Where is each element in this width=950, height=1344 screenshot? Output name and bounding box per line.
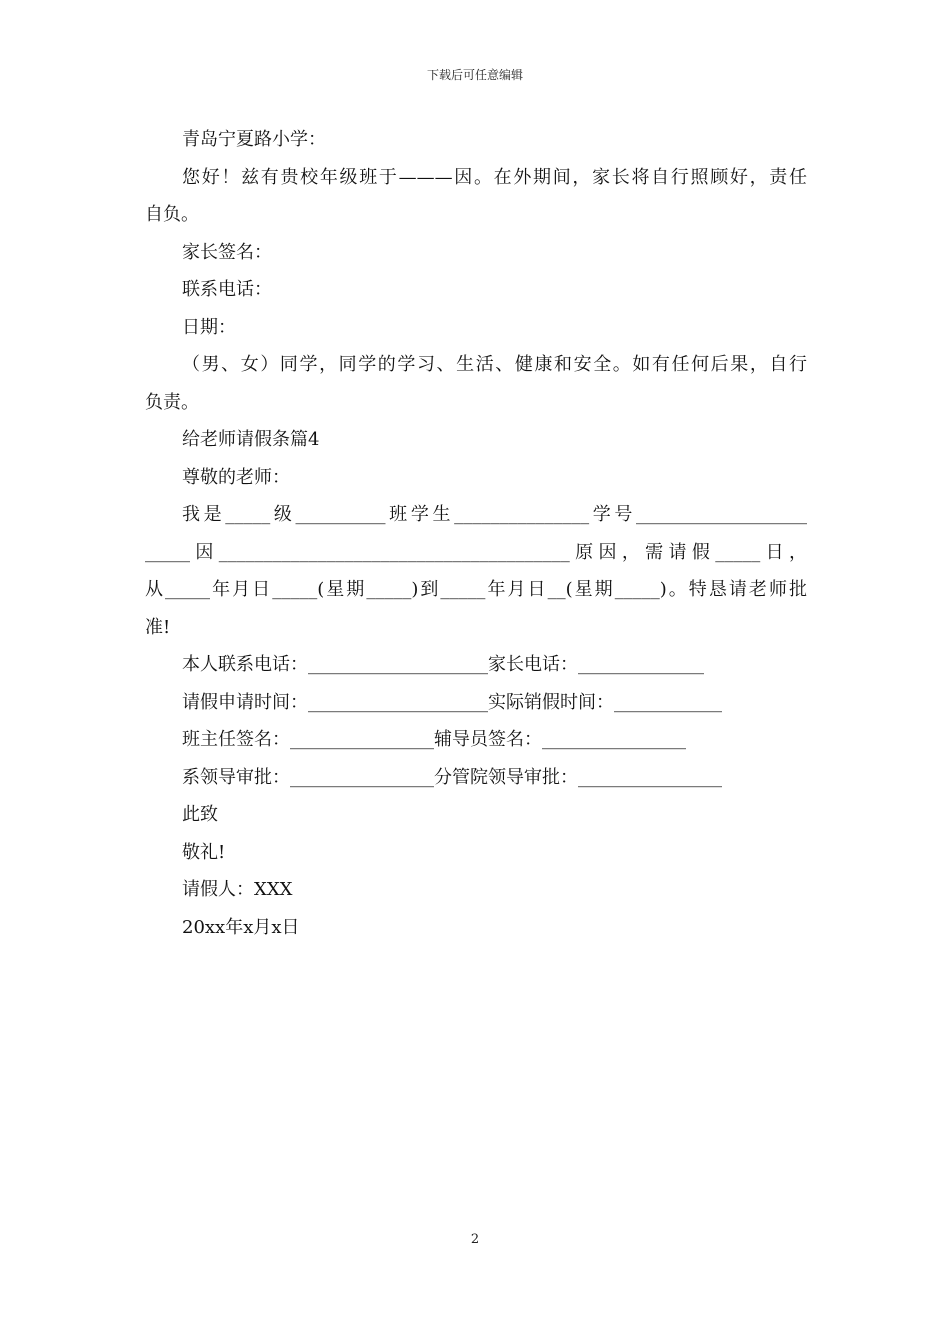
date-label: 日期： [182, 316, 236, 338]
form-line: 我是_____级__________班学生_______________学号___________________ [182, 504, 807, 525]
parent-signature-label: 家长签名： [182, 241, 272, 263]
document-body [145, 121, 807, 946]
closing-line: 敬礼! [182, 841, 226, 863]
page-header: 下载后可任意编辑 [426, 68, 523, 82]
contact-phone-label: 联系电话： [182, 279, 272, 300]
note-line: 负责。 [145, 391, 199, 413]
letter-date: 20xx年x月x日 [182, 916, 300, 938]
form-line: 从_____年月日_____(星期_____)到_____年月日__(星期_____)。特恳请老师批 [145, 579, 807, 600]
salutation-school: 青岛宁夏路小学： [182, 129, 326, 150]
requester-name: 请假人：XXX [182, 879, 293, 900]
time-row: 请假申请时间：____________________实际销假时间：____________ [182, 691, 722, 713]
phone-row: 本人联系电话：____________________家长电话：______________ [182, 654, 704, 675]
signature-row: 班主任签名：________________辅导员签名：________________ [182, 729, 686, 750]
note-line: （男、女）同学，同学的学习、生活、健康和安全。如有任何后果，自行 [182, 354, 807, 375]
page-number: 2 [470, 1232, 480, 1247]
salutation-teacher: 尊敬的老师： [182, 466, 290, 488]
section-heading: 给老师请假条篇4 [182, 429, 320, 450]
approval-row: 系领导审批：________________分管院领导审批：________________ [182, 766, 722, 788]
form-line: _____因_______________________________________原因，需请假_____日， [145, 541, 807, 563]
closing-line: 此致 [182, 804, 218, 825]
form-line: 准! [145, 616, 171, 638]
letter-body-line: 自负。 [145, 204, 199, 225]
letter-body-line: 您好！兹有贵校年级班于———因。在外期间，家长将自行照顾好，责任 [182, 166, 807, 188]
